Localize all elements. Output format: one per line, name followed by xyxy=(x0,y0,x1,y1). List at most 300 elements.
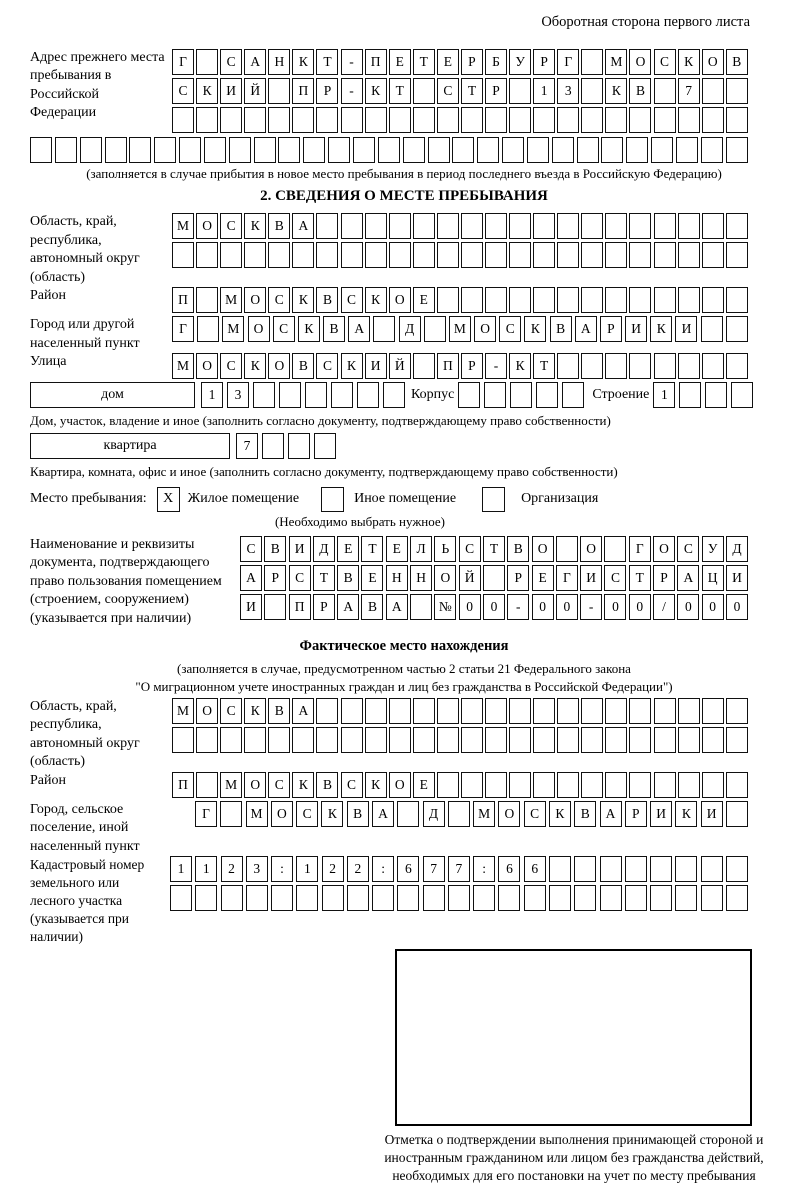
char-cell[interactable]: Р xyxy=(507,565,529,591)
char-cell[interactable]: Р xyxy=(461,353,483,379)
char-cell[interactable]: С xyxy=(437,78,459,104)
char-cell[interactable]: / xyxy=(653,594,675,620)
char-cell[interactable] xyxy=(341,727,363,753)
char-cell[interactable]: С xyxy=(273,316,295,342)
char-cell[interactable]: Й xyxy=(244,78,266,104)
char-cell[interactable] xyxy=(244,727,266,753)
char-cell[interactable] xyxy=(726,772,748,798)
char-cell[interactable] xyxy=(498,885,520,911)
char-cell[interactable] xyxy=(437,698,459,724)
char-cell[interactable]: К xyxy=(365,772,387,798)
char-cell[interactable] xyxy=(437,242,459,268)
char-cell[interactable]: 1 xyxy=(653,382,675,408)
char-cell[interactable] xyxy=(316,213,338,239)
char-cell[interactable]: - xyxy=(485,353,507,379)
char-cell[interactable] xyxy=(605,213,627,239)
char-cell[interactable] xyxy=(268,727,290,753)
char-cell[interactable] xyxy=(413,242,435,268)
char-cell[interactable] xyxy=(702,242,724,268)
char-cell[interactable] xyxy=(654,353,676,379)
char-cell[interactable] xyxy=(316,242,338,268)
char-cell[interactable]: П xyxy=(365,49,387,75)
char-cell[interactable]: Г xyxy=(556,565,578,591)
char-cell[interactable]: О xyxy=(196,698,218,724)
char-cell[interactable] xyxy=(533,727,555,753)
char-cell[interactable] xyxy=(288,433,310,459)
char-cell[interactable] xyxy=(271,885,293,911)
char-cell[interactable] xyxy=(341,242,363,268)
char-cell[interactable] xyxy=(253,382,275,408)
char-cell[interactable] xyxy=(452,137,474,163)
char-cell[interactable] xyxy=(483,565,505,591)
char-cell[interactable] xyxy=(726,698,748,724)
char-cell[interactable]: А xyxy=(240,565,262,591)
char-cell[interactable] xyxy=(55,137,77,163)
char-cell[interactable]: К xyxy=(244,698,266,724)
char-cell[interactable] xyxy=(437,727,459,753)
char-cell[interactable]: - xyxy=(507,594,529,620)
char-cell[interactable] xyxy=(678,698,700,724)
char-cell[interactable] xyxy=(509,78,531,104)
char-cell[interactable] xyxy=(557,287,579,313)
char-cell[interactable] xyxy=(581,213,603,239)
char-cell[interactable]: К xyxy=(321,801,343,827)
char-cell[interactable] xyxy=(702,772,724,798)
char-cell[interactable]: И xyxy=(580,565,602,591)
char-cell[interactable] xyxy=(701,316,723,342)
char-cell[interactable]: 0 xyxy=(483,594,505,620)
char-cell[interactable] xyxy=(437,772,459,798)
char-cell[interactable] xyxy=(373,316,395,342)
char-cell[interactable] xyxy=(701,137,723,163)
char-cell[interactable] xyxy=(413,78,435,104)
char-cell[interactable] xyxy=(549,885,571,911)
char-cell[interactable]: С xyxy=(341,287,363,313)
char-cell[interactable]: Л xyxy=(410,536,432,562)
char-cell[interactable]: А xyxy=(575,316,597,342)
char-cell[interactable] xyxy=(678,772,700,798)
char-cell[interactable] xyxy=(331,382,353,408)
stay-type-checkbox-residential[interactable]: X xyxy=(157,487,180,512)
char-cell[interactable]: П xyxy=(172,772,194,798)
char-cell[interactable] xyxy=(509,727,531,753)
char-cell[interactable] xyxy=(413,727,435,753)
char-cell[interactable] xyxy=(731,382,753,408)
char-cell[interactable]: Е xyxy=(413,772,435,798)
char-cell[interactable]: И xyxy=(675,316,697,342)
char-cell[interactable]: К xyxy=(244,353,266,379)
char-cell[interactable] xyxy=(678,213,700,239)
char-cell[interactable]: В xyxy=(726,49,748,75)
char-cell[interactable]: 6 xyxy=(397,856,419,882)
char-cell[interactable] xyxy=(196,49,218,75)
char-cell[interactable] xyxy=(581,107,603,133)
char-cell[interactable]: У xyxy=(702,536,724,562)
char-cell[interactable]: О xyxy=(196,213,218,239)
char-cell[interactable] xyxy=(510,382,532,408)
char-cell[interactable]: К xyxy=(549,801,571,827)
char-cell[interactable]: Р xyxy=(533,49,555,75)
char-cell[interactable]: И xyxy=(289,536,311,562)
char-cell[interactable]: 3 xyxy=(557,78,579,104)
char-cell[interactable]: О xyxy=(629,49,651,75)
char-cell[interactable]: К xyxy=(298,316,320,342)
char-cell[interactable] xyxy=(625,856,647,882)
char-cell[interactable]: К xyxy=(605,78,627,104)
char-cell[interactable] xyxy=(80,137,102,163)
char-cell[interactable] xyxy=(574,856,596,882)
char-cell[interactable] xyxy=(701,885,723,911)
char-cell[interactable]: Т xyxy=(461,78,483,104)
char-cell[interactable]: А xyxy=(292,213,314,239)
char-cell[interactable] xyxy=(562,382,584,408)
char-cell[interactable]: Т xyxy=(629,565,651,591)
char-cell[interactable]: О xyxy=(702,49,724,75)
char-cell[interactable] xyxy=(654,213,676,239)
char-cell[interactable] xyxy=(581,353,603,379)
char-cell[interactable] xyxy=(654,727,676,753)
char-cell[interactable] xyxy=(279,382,301,408)
char-cell[interactable] xyxy=(654,107,676,133)
char-cell[interactable]: Е xyxy=(413,287,435,313)
char-cell[interactable]: А xyxy=(244,49,266,75)
char-cell[interactable]: Е xyxy=(386,536,408,562)
char-cell[interactable] xyxy=(678,727,700,753)
char-cell[interactable] xyxy=(678,353,700,379)
char-cell[interactable] xyxy=(600,885,622,911)
char-cell[interactable] xyxy=(509,772,531,798)
char-cell[interactable]: 7 xyxy=(448,856,470,882)
char-cell[interactable] xyxy=(485,242,507,268)
char-cell[interactable] xyxy=(448,801,470,827)
char-cell[interactable] xyxy=(179,137,201,163)
char-cell[interactable] xyxy=(413,107,435,133)
char-cell[interactable]: Ц xyxy=(702,565,724,591)
char-cell[interactable]: Д xyxy=(423,801,445,827)
char-cell[interactable] xyxy=(365,107,387,133)
char-cell[interactable] xyxy=(485,213,507,239)
char-cell[interactable]: Т xyxy=(483,536,505,562)
char-cell[interactable]: П xyxy=(289,594,311,620)
char-cell[interactable] xyxy=(605,107,627,133)
char-cell[interactable] xyxy=(654,698,676,724)
char-cell[interactable] xyxy=(629,698,651,724)
char-cell[interactable]: М xyxy=(220,772,242,798)
char-cell[interactable]: С xyxy=(524,801,546,827)
char-cell[interactable] xyxy=(581,772,603,798)
char-cell[interactable]: И xyxy=(220,78,242,104)
char-cell[interactable] xyxy=(296,885,318,911)
char-cell[interactable]: Д xyxy=(313,536,335,562)
char-cell[interactable]: И xyxy=(365,353,387,379)
char-cell[interactable] xyxy=(581,78,603,104)
char-cell[interactable]: К xyxy=(678,49,700,75)
char-cell[interactable] xyxy=(629,242,651,268)
char-cell[interactable] xyxy=(577,137,599,163)
char-cell[interactable] xyxy=(397,801,419,827)
char-cell[interactable]: М xyxy=(222,316,244,342)
char-cell[interactable]: М xyxy=(172,213,194,239)
char-cell[interactable] xyxy=(353,137,375,163)
char-cell[interactable] xyxy=(600,856,622,882)
char-cell[interactable] xyxy=(605,353,627,379)
char-cell[interactable] xyxy=(726,78,748,104)
char-cell[interactable]: О xyxy=(244,772,266,798)
char-cell[interactable] xyxy=(726,353,748,379)
char-cell[interactable]: И xyxy=(240,594,262,620)
char-cell[interactable]: С xyxy=(268,772,290,798)
char-cell[interactable] xyxy=(485,287,507,313)
char-cell[interactable] xyxy=(195,885,217,911)
char-cell[interactable]: С xyxy=(172,78,194,104)
char-cell[interactable] xyxy=(292,107,314,133)
char-cell[interactable] xyxy=(485,107,507,133)
char-cell[interactable]: К xyxy=(365,78,387,104)
char-cell[interactable] xyxy=(726,801,748,827)
char-cell[interactable]: М xyxy=(220,287,242,313)
char-cell[interactable]: Н xyxy=(268,49,290,75)
char-cell[interactable]: С xyxy=(499,316,521,342)
char-cell[interactable]: Е xyxy=(389,49,411,75)
char-cell[interactable]: 1 xyxy=(195,856,217,882)
char-cell[interactable] xyxy=(629,213,651,239)
char-cell[interactable]: Р xyxy=(313,594,335,620)
char-cell[interactable] xyxy=(726,287,748,313)
char-cell[interactable] xyxy=(509,698,531,724)
char-cell[interactable]: О xyxy=(434,565,456,591)
char-cell[interactable]: С xyxy=(604,565,626,591)
char-cell[interactable] xyxy=(533,772,555,798)
char-cell[interactable] xyxy=(316,727,338,753)
char-cell[interactable]: Р xyxy=(461,49,483,75)
char-cell[interactable] xyxy=(154,137,176,163)
char-cell[interactable]: М xyxy=(246,801,268,827)
char-cell[interactable] xyxy=(221,885,243,911)
char-cell[interactable] xyxy=(365,727,387,753)
char-cell[interactable]: Ь xyxy=(434,536,456,562)
char-cell[interactable]: Г xyxy=(557,49,579,75)
char-cell[interactable] xyxy=(424,316,446,342)
char-cell[interactable]: Б xyxy=(485,49,507,75)
char-cell[interactable]: К xyxy=(524,316,546,342)
char-cell[interactable]: Н xyxy=(410,565,432,591)
char-cell[interactable] xyxy=(629,727,651,753)
char-cell[interactable] xyxy=(702,78,724,104)
char-cell[interactable]: О xyxy=(248,316,270,342)
char-cell[interactable]: Е xyxy=(361,565,383,591)
char-cell[interactable] xyxy=(172,107,194,133)
char-cell[interactable] xyxy=(527,137,549,163)
char-cell[interactable] xyxy=(675,885,697,911)
char-cell[interactable]: С xyxy=(341,772,363,798)
char-cell[interactable] xyxy=(726,107,748,133)
char-cell[interactable] xyxy=(389,727,411,753)
char-cell[interactable] xyxy=(316,698,338,724)
char-cell[interactable] xyxy=(389,107,411,133)
char-cell[interactable] xyxy=(477,137,499,163)
char-cell[interactable] xyxy=(726,856,748,882)
char-cell[interactable] xyxy=(605,772,627,798)
char-cell[interactable] xyxy=(383,382,405,408)
char-cell[interactable] xyxy=(605,698,627,724)
apartment-type-box[interactable]: квартира xyxy=(30,433,230,459)
char-cell[interactable] xyxy=(461,107,483,133)
char-cell[interactable]: 0 xyxy=(532,594,554,620)
char-cell[interactable]: В xyxy=(316,772,338,798)
char-cell[interactable] xyxy=(705,382,727,408)
char-cell[interactable] xyxy=(437,107,459,133)
char-cell[interactable]: О xyxy=(532,536,554,562)
char-cell[interactable]: М xyxy=(172,698,194,724)
char-cell[interactable] xyxy=(533,242,555,268)
char-cell[interactable] xyxy=(605,287,627,313)
char-cell[interactable] xyxy=(557,727,579,753)
char-cell[interactable]: К xyxy=(244,213,266,239)
char-cell[interactable] xyxy=(341,213,363,239)
char-cell[interactable] xyxy=(423,885,445,911)
char-cell[interactable]: С xyxy=(220,353,242,379)
char-cell[interactable] xyxy=(651,137,673,163)
char-cell[interactable] xyxy=(605,242,627,268)
char-cell[interactable] xyxy=(220,801,242,827)
char-cell[interactable]: П xyxy=(292,78,314,104)
char-cell[interactable]: М xyxy=(172,353,194,379)
char-cell[interactable]: № xyxy=(434,594,456,620)
char-cell[interactable] xyxy=(581,49,603,75)
char-cell[interactable] xyxy=(557,353,579,379)
char-cell[interactable] xyxy=(278,137,300,163)
char-cell[interactable] xyxy=(604,536,626,562)
char-cell[interactable] xyxy=(413,353,435,379)
char-cell[interactable]: 7 xyxy=(423,856,445,882)
char-cell[interactable] xyxy=(172,727,194,753)
char-cell[interactable]: 2 xyxy=(322,856,344,882)
char-cell[interactable] xyxy=(533,287,555,313)
char-cell[interactable] xyxy=(461,772,483,798)
char-cell[interactable] xyxy=(268,107,290,133)
char-cell[interactable] xyxy=(461,213,483,239)
char-cell[interactable] xyxy=(244,107,266,133)
char-cell[interactable] xyxy=(397,885,419,911)
char-cell[interactable]: 2 xyxy=(221,856,243,882)
char-cell[interactable] xyxy=(509,242,531,268)
char-cell[interactable] xyxy=(372,885,394,911)
char-cell[interactable] xyxy=(702,727,724,753)
char-cell[interactable]: В xyxy=(268,213,290,239)
char-cell[interactable]: О xyxy=(196,353,218,379)
char-cell[interactable] xyxy=(170,885,192,911)
char-cell[interactable]: : xyxy=(372,856,394,882)
char-cell[interactable] xyxy=(557,242,579,268)
char-cell[interactable]: 7 xyxy=(678,78,700,104)
char-cell[interactable] xyxy=(461,698,483,724)
char-cell[interactable]: К xyxy=(292,287,314,313)
char-cell[interactable] xyxy=(262,433,284,459)
char-cell[interactable]: Т xyxy=(313,565,335,591)
char-cell[interactable]: Е xyxy=(337,536,359,562)
char-cell[interactable] xyxy=(197,316,219,342)
char-cell[interactable]: Г xyxy=(172,49,194,75)
char-cell[interactable]: К xyxy=(196,78,218,104)
char-cell[interactable] xyxy=(552,137,574,163)
char-cell[interactable]: К xyxy=(675,801,697,827)
char-cell[interactable] xyxy=(341,107,363,133)
char-cell[interactable]: В xyxy=(629,78,651,104)
char-cell[interactable] xyxy=(675,856,697,882)
char-cell[interactable] xyxy=(220,727,242,753)
char-cell[interactable] xyxy=(204,137,226,163)
char-cell[interactable]: Р xyxy=(316,78,338,104)
char-cell[interactable] xyxy=(105,137,127,163)
char-cell[interactable]: В xyxy=(574,801,596,827)
char-cell[interactable]: К xyxy=(509,353,531,379)
char-cell[interactable] xyxy=(254,137,276,163)
char-cell[interactable]: 0 xyxy=(677,594,699,620)
char-cell[interactable]: Г xyxy=(195,801,217,827)
char-cell[interactable] xyxy=(365,213,387,239)
char-cell[interactable] xyxy=(292,242,314,268)
char-cell[interactable] xyxy=(629,287,651,313)
char-cell[interactable]: Й xyxy=(459,565,481,591)
char-cell[interactable]: В xyxy=(550,316,572,342)
char-cell[interactable] xyxy=(678,242,700,268)
char-cell[interactable]: 0 xyxy=(726,594,748,620)
char-cell[interactable]: М xyxy=(605,49,627,75)
char-cell[interactable] xyxy=(389,698,411,724)
char-cell[interactable]: Т xyxy=(533,353,555,379)
char-cell[interactable] xyxy=(581,242,603,268)
char-cell[interactable] xyxy=(485,727,507,753)
char-cell[interactable] xyxy=(410,594,432,620)
char-cell[interactable] xyxy=(305,382,327,408)
char-cell[interactable]: М xyxy=(473,801,495,827)
char-cell[interactable] xyxy=(244,242,266,268)
char-cell[interactable] xyxy=(448,885,470,911)
char-cell[interactable] xyxy=(303,137,325,163)
char-cell[interactable]: : xyxy=(271,856,293,882)
char-cell[interactable]: К xyxy=(650,316,672,342)
char-cell[interactable]: В xyxy=(347,801,369,827)
char-cell[interactable] xyxy=(557,213,579,239)
char-cell[interactable] xyxy=(701,856,723,882)
char-cell[interactable] xyxy=(726,242,748,268)
char-cell[interactable]: В xyxy=(292,353,314,379)
char-cell[interactable]: А xyxy=(600,801,622,827)
char-cell[interactable]: Т xyxy=(316,49,338,75)
char-cell[interactable] xyxy=(484,382,506,408)
char-cell[interactable] xyxy=(557,698,579,724)
char-cell[interactable] xyxy=(702,107,724,133)
char-cell[interactable] xyxy=(220,107,242,133)
char-cell[interactable]: И xyxy=(650,801,672,827)
char-cell[interactable] xyxy=(556,536,578,562)
char-cell[interactable] xyxy=(533,107,555,133)
char-cell[interactable] xyxy=(605,727,627,753)
char-cell[interactable] xyxy=(654,242,676,268)
char-cell[interactable] xyxy=(268,78,290,104)
char-cell[interactable]: В xyxy=(323,316,345,342)
char-cell[interactable] xyxy=(629,107,651,133)
char-cell[interactable] xyxy=(601,137,623,163)
char-cell[interactable]: Е xyxy=(532,565,554,591)
char-cell[interactable]: А xyxy=(386,594,408,620)
char-cell[interactable]: К xyxy=(292,49,314,75)
char-cell[interactable] xyxy=(726,727,748,753)
char-cell[interactable]: В xyxy=(268,698,290,724)
char-cell[interactable]: К xyxy=(365,287,387,313)
char-cell[interactable] xyxy=(341,698,363,724)
char-cell[interactable]: О xyxy=(268,353,290,379)
